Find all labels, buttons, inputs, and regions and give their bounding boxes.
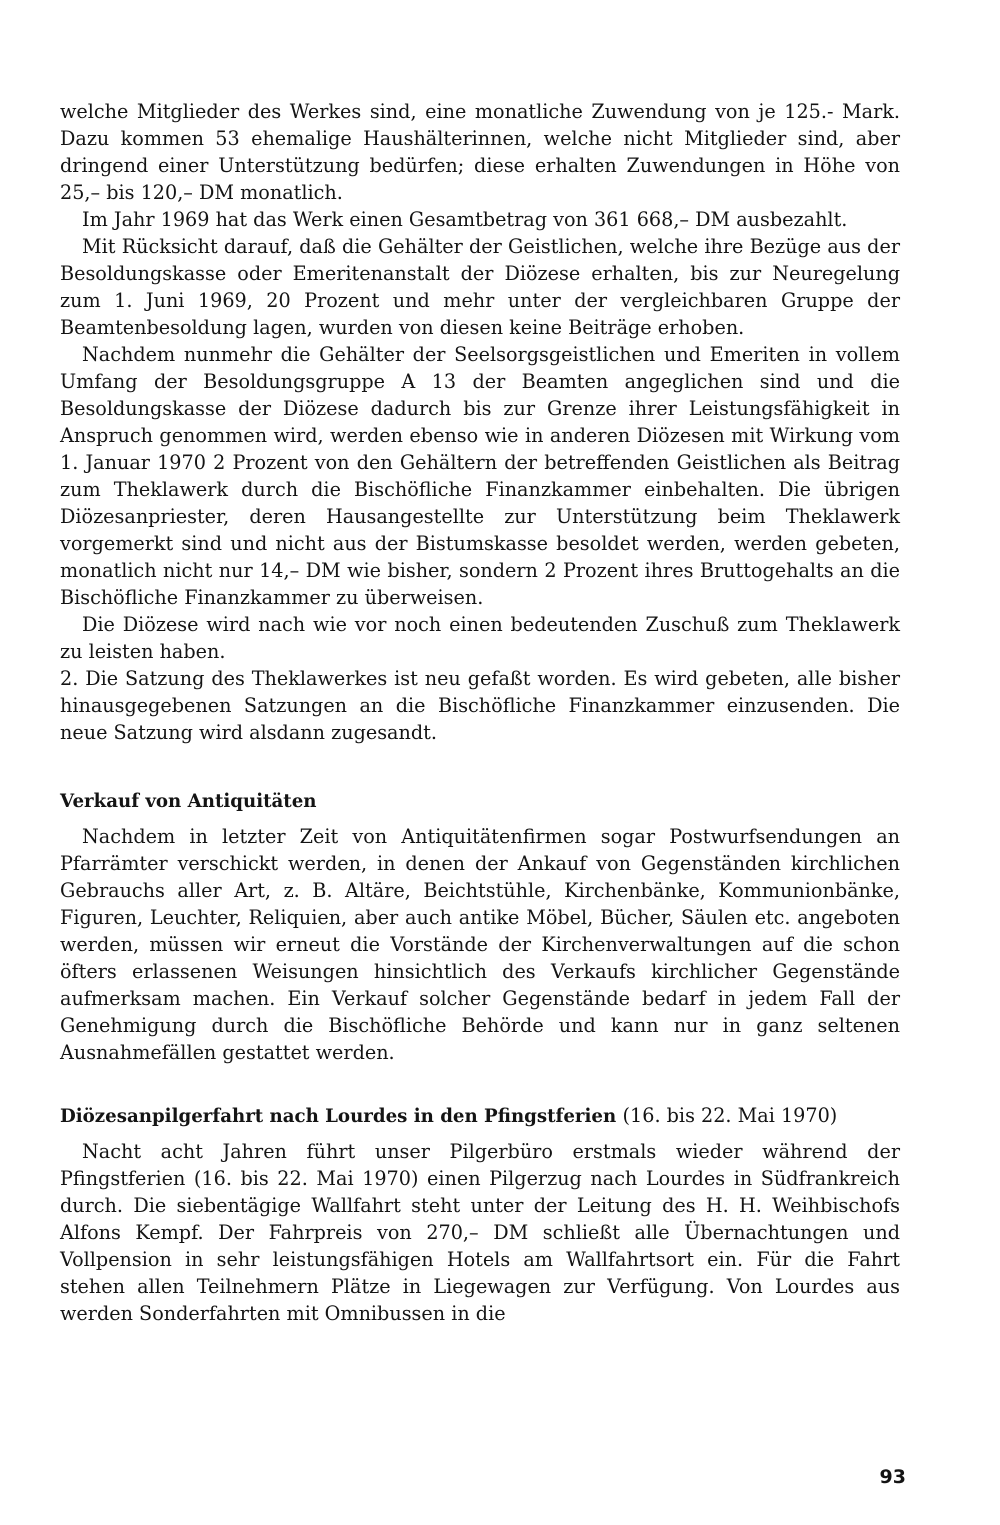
section-heading-lourdes <box>60 1102 900 1130</box>
document-page <box>60 98 900 1327</box>
section-heading-lourdes-title: Diözesanpilgerfahrt nach Lourdes in den Pfingstferien <box>60 1106 617 1127</box>
paragraph-salary-adjustment: Nachdem nunmehr die Gehälter der Seelsorgsgeistlichen und Emeriten in vollem Umfang der Besoldungsgruppe A 13 der Beamten angeglichen sind und die Besoldungskasse der Diözese dadurch bis zur Grenze ihrer Leistungsfähigkeit in Anspruch genommen wird, werden ebenso wie in anderen Diözesen mit Wirkung vom 1. Januar 1970 2 Prozent von den Gehältern der betreffenden Geistlichen als Beitrag zum Theklawerk durch die Bischöfliche Finanzkammer einbehalten. Die übrigen Diözesanpriester, deren Hausangestellte zur Unterstützung beim Theklawerk vorgemerkt sind und nicht aus der Bistumskasse besoldet werden, werden gebeten, monatlich nicht nur 14,– DM wie bisher, sondern 2 Prozent ihres Bruttogehalts an die Bischöfliche Finanzkammer zu überweisen. <box>60 343 900 609</box>
paragraph-continuation: welche Mitglieder des Werkes sind, eine monatliche Zuwendung von je 125.- Mark. Dazu kommen 53 ehemalige Haushälterinnen, welche nicht Mitglieder sind, aber dringend einer Unterstützung bedürfen; diese erhalten Zuwendungen in Höhe von 25,– bis 120,– DM monatlich. <box>60 100 900 204</box>
section-heading-antiquities: Verkauf von Antiquitäten <box>60 791 317 812</box>
paragraph-statutes: 2. Die Satzung des Theklawerkes ist neu gefaßt worden. Es wird gebeten, alle bisher hinausgegebenen Satzungen an die Bischöfliche Finanzkammer einzusenden. Die neue Satzung wird alsdann zugesandt. <box>60 667 900 744</box>
paragraph-lourdes: Nacht acht Jahren führt unser Pilgerbüro erstmals wieder während der Pfingstferien (16. bis 22. Mai 1970) einen Pilgerzug nach Lourdes in Südfrankreich durch. Die siebentägige Wallfahrt steht unter der Leitung des H. H. Weihbischofs Alfons Kempf. Der Fahrpreis von 270,– DM schließt alle Übernachtungen und Vollpension in sehr leistungsfähigen Hotels am Wallfahrtsort ein. Für die Fahrt stehen allen Teilnehmern Plätze in Liegewagen zur Verfügung. Von Lourdes aus werden Sonderfahrten mit Omnibussen in die <box>60 1140 900 1325</box>
section-heading-lourdes-dates: (16. bis 22. Mai 1970) <box>622 1104 838 1127</box>
paragraph-contributions: Mit Rücksicht darauf, daß die Gehälter der Geistlichen, welche ihre Bezüge aus der Besoldungskasse oder Emeritenanstalt der Diözese erhalten, bis zur Neuregelung zum 1. Juni 1969, 20 Prozent und mehr unter der vergleichbaren Gruppe der Beamtenbesoldung lagen, wurden von diesen keine Beiträge erhoben. <box>60 235 900 339</box>
paragraph-antiquities: Nachdem in letzter Zeit von Antiquitätenfirmen sogar Postwurfsendungen an Pfarrämter verschickt werden, in denen der Ankauf von Gegenständen kirchlichen Gebrauchs aller Art, z. B. Altäre, Beichtstühle, Kirchenbänke, Kommunionbänke, Figuren, Leuchter, Reliquien, aber auch antike Möbel, Bücher, Säulen etc. angeboten werden, müssen wir erneut die Vorstände der Kirchenverwaltungen auf die schon öfters erlassenen Weisungen hinsichtlich des Verkaufs kirchlicher Gegenstände aufmerksam machen. Ein Verkauf solcher Gegenstände bedarf in jedem Fall der Genehmigung durch die Bischöfliche Behörde und kann nur in ganz seltenen Ausnahmefällen gestattet werden. <box>60 825 900 1064</box>
paragraph-diocese-subsidy: Die Diözese wird nach wie vor noch einen bedeutenden Zuschuß zum Theklawerk zu leisten haben. <box>60 613 900 663</box>
page-number: 93 <box>879 1466 906 1488</box>
paragraph-total-amount: Im Jahr 1969 hat das Werk einen Gesamtbetrag von 361 668,– DM ausbezahlt. <box>82 208 848 231</box>
